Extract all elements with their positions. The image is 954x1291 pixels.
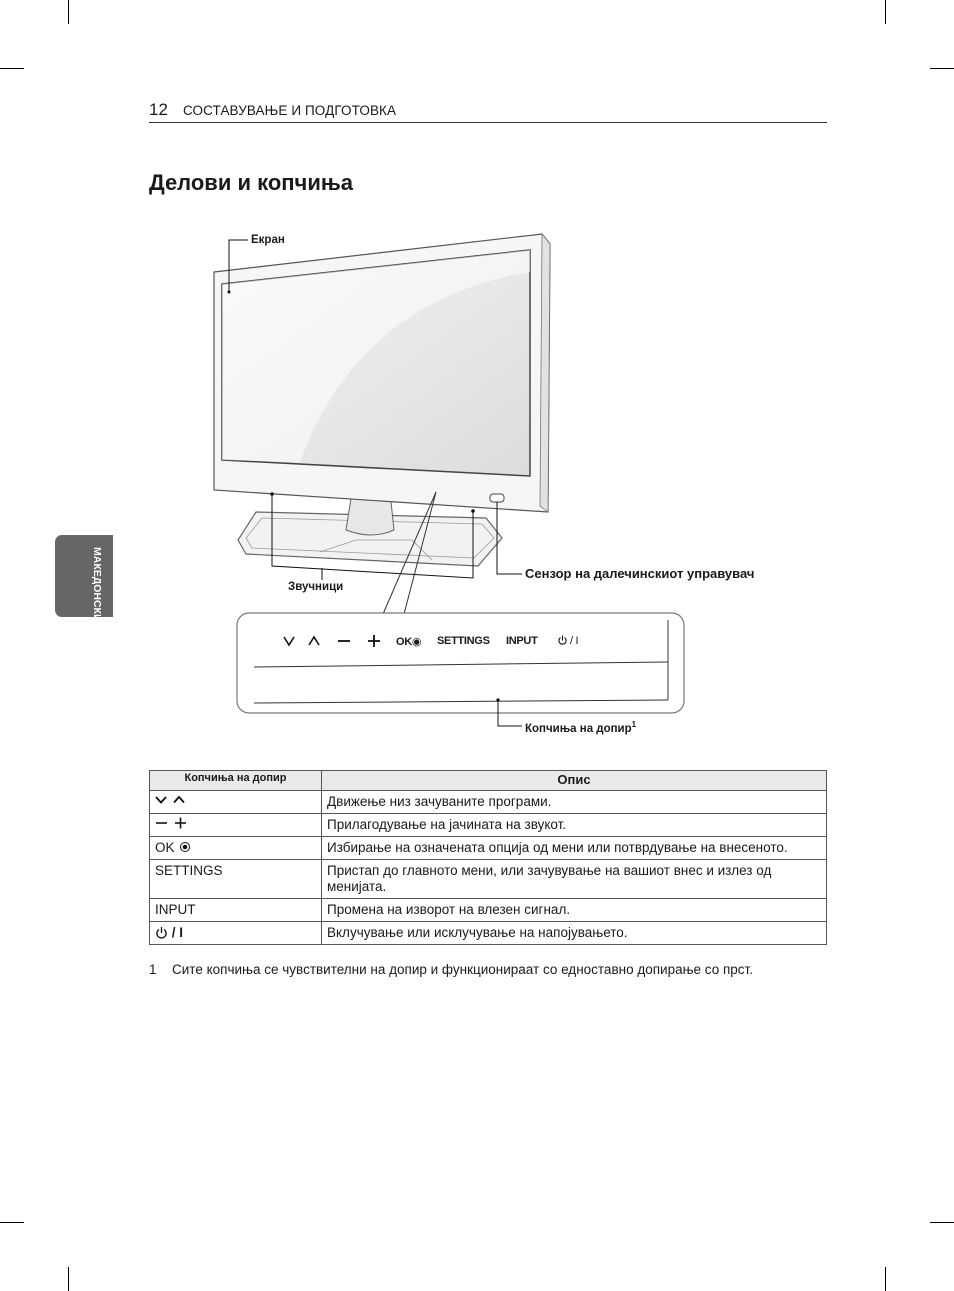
footnote-text: Сите копчиња се чувствителни на допир и функционираат со едноставно допирање со прст. [172, 962, 753, 977]
speakers-label: Звучници [288, 581, 344, 593]
input-button-label: INPUT [506, 635, 538, 647]
table-header-description: Опис [322, 771, 827, 791]
table-cell-button: OK [155, 840, 175, 855]
table-row [150, 899, 827, 922]
table-row [150, 791, 827, 814]
crop-mark [930, 1222, 954, 1223]
ok-icon [178, 841, 192, 853]
table-cell-button: SETTINGS [150, 860, 322, 899]
footnote [149, 962, 753, 977]
power-button-label: / I [570, 635, 579, 647]
buttons-table [149, 770, 827, 945]
section-title: СОСТАВУВАЊЕ И ПОДГОТОВКА [183, 103, 397, 118]
table-cell-description: Вклучување или исклучување на напојувањето. [322, 922, 827, 945]
table-header-buttons: Копчиња на допир [150, 771, 322, 791]
screen-label: Екран [251, 234, 285, 246]
minus-plus-icon [155, 817, 189, 829]
touch-buttons-label: Копчиња на допир$^1$ [525, 720, 637, 735]
ok-button-label: OK◉ [396, 636, 422, 648]
footnote-number: 1 [149, 962, 157, 977]
table-row [150, 860, 827, 899]
table-cell-description: Избирање на означената опција од мени или потврдување на внесеното. [322, 837, 827, 860]
table-cell-button: INPUT [150, 899, 322, 922]
crop-mark [885, 1267, 886, 1291]
table-row [150, 837, 827, 860]
page-number: 12 [149, 100, 168, 119]
power-icon [155, 926, 168, 939]
table-header-row [150, 771, 827, 791]
table-row [150, 814, 827, 837]
remote-sensor-label: Сензор на далечинскиот управувач [525, 566, 755, 581]
table-cell-description: Прилагодување на јачината на звукот. [322, 814, 827, 837]
table-cell-description: Пристап до главното мени, или зачувување на вашиот внес и излез од менијата. [322, 860, 827, 899]
table-cell-description: Движење низ зачуваните програми. [322, 791, 827, 814]
crop-mark [68, 1267, 69, 1291]
page-title: Делови и копчиња [149, 170, 354, 195]
settings-button-label: SETTINGS [437, 635, 490, 647]
table-cell-button: / I [171, 925, 184, 940]
crop-mark [0, 1222, 24, 1223]
chevron-down-up-icon [155, 794, 189, 806]
table-row [150, 922, 827, 945]
language-tab-label: МАКЕДОНСКИ [91, 547, 103, 622]
table-cell-description: Промена на изворот на влезен сигнал. [322, 899, 827, 922]
